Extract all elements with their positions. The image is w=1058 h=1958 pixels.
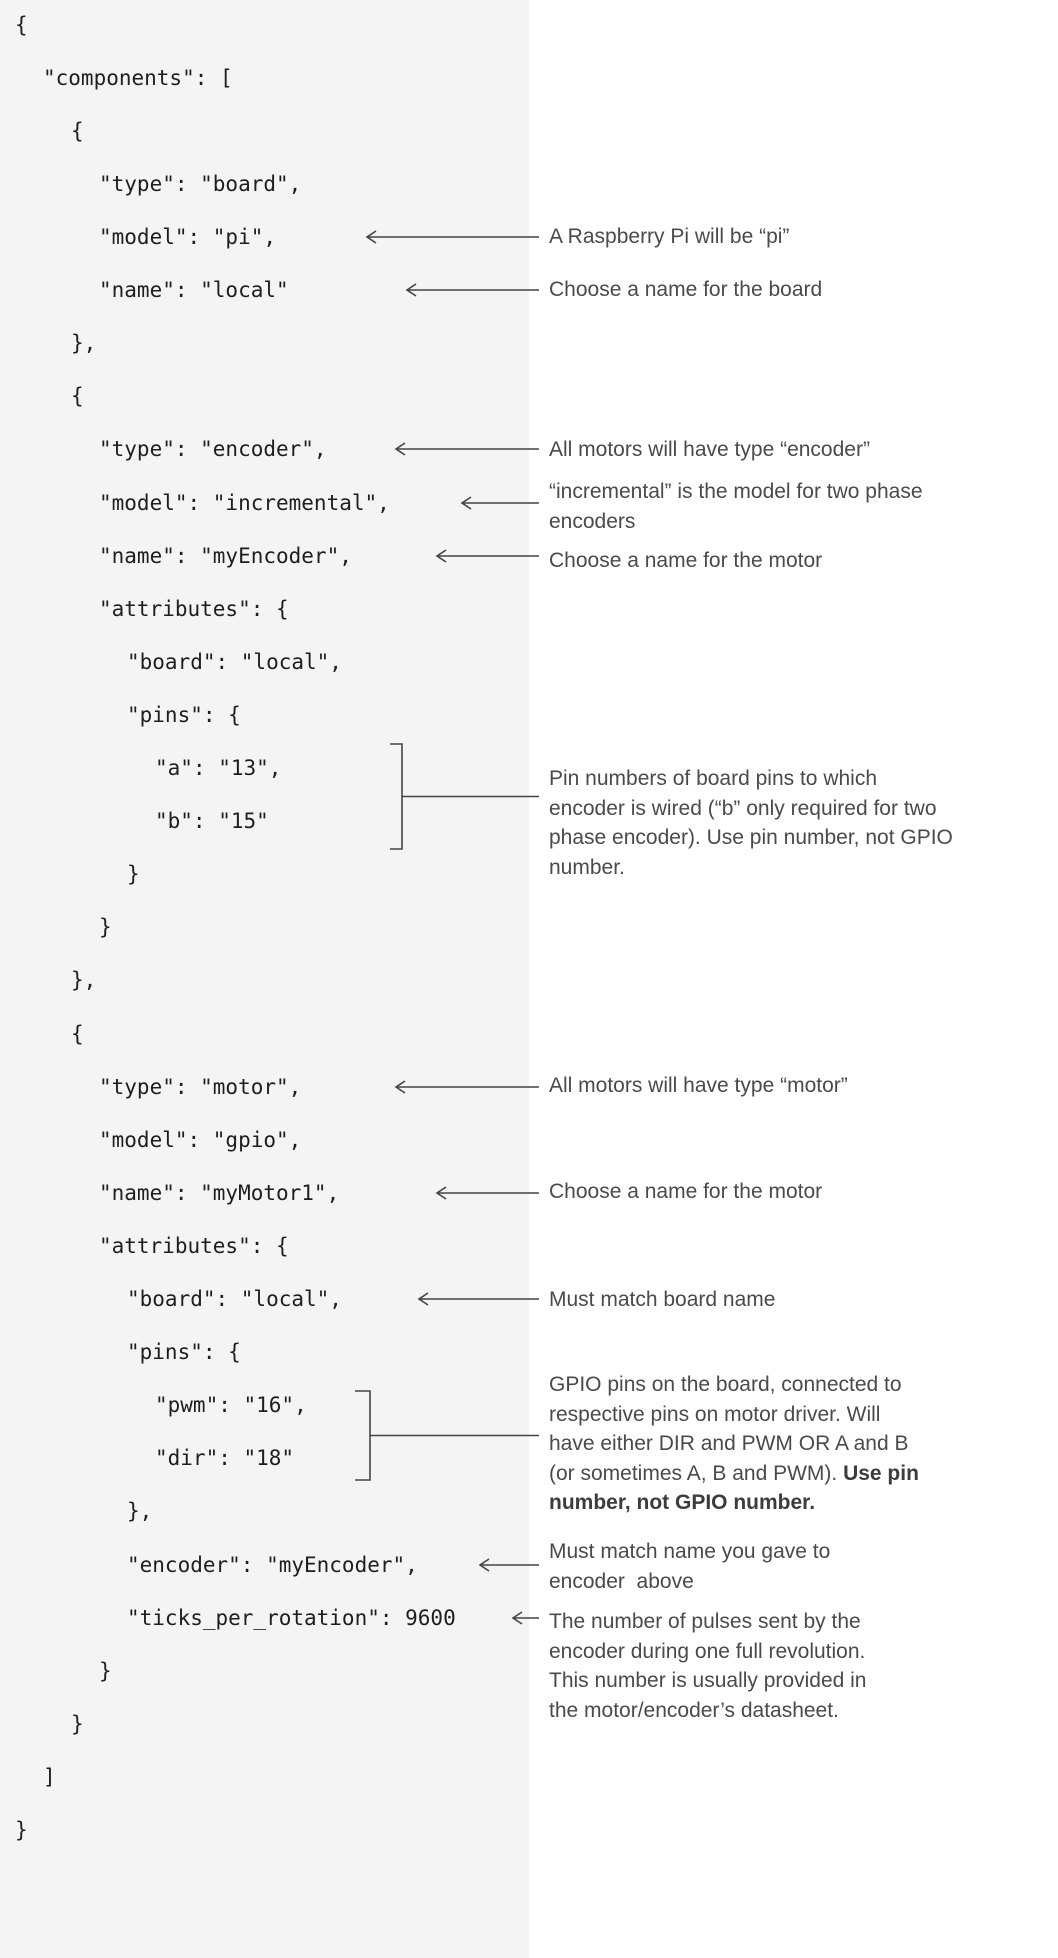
annotation-bold-text: Use pin bbox=[843, 1461, 919, 1485]
annotation-text: have either DIR and PWM OR A and B bbox=[549, 1432, 909, 1455]
code-line: "board": "local", bbox=[127, 649, 342, 674]
code-line: "type": "motor", bbox=[99, 1074, 302, 1099]
code-line: "dir": "18" bbox=[155, 1446, 295, 1471]
code-line: } bbox=[15, 1818, 28, 1842]
code-line: "b": "15" bbox=[155, 809, 269, 834]
annotation-text: encoder is wired (“b” only required for two bbox=[549, 796, 937, 820]
annotation-text: Must match board name bbox=[549, 1288, 776, 1311]
code-line: } bbox=[127, 862, 140, 887]
code-line: "name": "local" bbox=[99, 278, 289, 303]
code-line: { bbox=[71, 118, 84, 143]
annotation-text: number. bbox=[549, 855, 625, 879]
code-line: "name": "myEncoder", bbox=[99, 543, 352, 568]
annotation-text: Pin numbers of board pins to which bbox=[549, 767, 878, 790]
code-line: "name": "myMotor1", bbox=[99, 1180, 340, 1205]
code-line: "ticks_per_rotation": 9600 bbox=[127, 1605, 456, 1630]
code-line: }, bbox=[71, 968, 97, 993]
code-line: "encoder": "myEncoder", bbox=[127, 1552, 418, 1577]
annotation-text: The number of pulses sent by the bbox=[549, 1610, 861, 1633]
annotation-text: phase encoder). Use pin number, not GPIO bbox=[549, 826, 953, 849]
code-line: }, bbox=[71, 331, 97, 356]
annotation-text: A Raspberry Pi will be “pi” bbox=[549, 225, 790, 248]
annotation-text: “incremental” is the model for two phase bbox=[549, 480, 923, 503]
annotation-text: GPIO pins on the board, connected to bbox=[549, 1373, 902, 1396]
code-line: "board": "local", bbox=[127, 1287, 342, 1311]
annotation-text: the motor/encoder’s datasheet. bbox=[549, 1698, 839, 1722]
code-line: "model": "incremental", bbox=[99, 490, 390, 515]
annotation-text: encoder above bbox=[549, 1569, 694, 1593]
code-line: "model": "pi", bbox=[99, 225, 277, 249]
code-line: "a": "13", bbox=[155, 756, 282, 780]
code-line: "model": "gpio", bbox=[99, 1127, 302, 1152]
annotation-text: respective pins on motor driver. Will bbox=[549, 1402, 881, 1426]
annotation-text: Choose a name for the board bbox=[549, 278, 823, 301]
annotation-text: This number is usually provided in bbox=[549, 1669, 867, 1692]
annotation-text: Choose a name for the motor bbox=[549, 1180, 823, 1203]
annotation-text: encoder during one full revolution. bbox=[549, 1639, 866, 1663]
code-line: "attributes": { bbox=[99, 596, 289, 621]
code-line: } bbox=[71, 1711, 84, 1736]
code-line: "type": "board", bbox=[99, 171, 302, 196]
code-line: "pins": { bbox=[127, 1340, 241, 1365]
code-line: "attributes": { bbox=[99, 1233, 289, 1258]
code-line: ] bbox=[43, 1764, 56, 1789]
annotation-text: encoders bbox=[549, 509, 636, 533]
code-line: "pwm": "16", bbox=[155, 1393, 307, 1418]
annotation-bold-text: number, not GPIO number. bbox=[549, 1491, 816, 1514]
code-line: { bbox=[71, 1021, 84, 1046]
bracket bbox=[355, 1391, 370, 1480]
code-line: } bbox=[99, 1658, 112, 1683]
annotation-text: Must match name you gave to bbox=[549, 1540, 831, 1563]
code-line: { bbox=[15, 12, 28, 37]
code-line: "type": "encoder", bbox=[99, 437, 327, 462]
annotation-text: All motors will have type “encoder” bbox=[549, 438, 870, 461]
code-line: }, bbox=[127, 1499, 153, 1524]
annotation-text: Choose a name for the motor bbox=[549, 549, 823, 572]
annotation-text: (or sometimes A, B and PWM). bbox=[549, 1461, 844, 1485]
code-line: "components": [ bbox=[43, 65, 233, 90]
code-line: { bbox=[71, 384, 84, 409]
annotation-text: All motors will have type “motor” bbox=[549, 1074, 848, 1097]
code-line: "pins": { bbox=[127, 702, 241, 727]
code-line: } bbox=[99, 915, 112, 940]
bracket bbox=[390, 744, 402, 849]
